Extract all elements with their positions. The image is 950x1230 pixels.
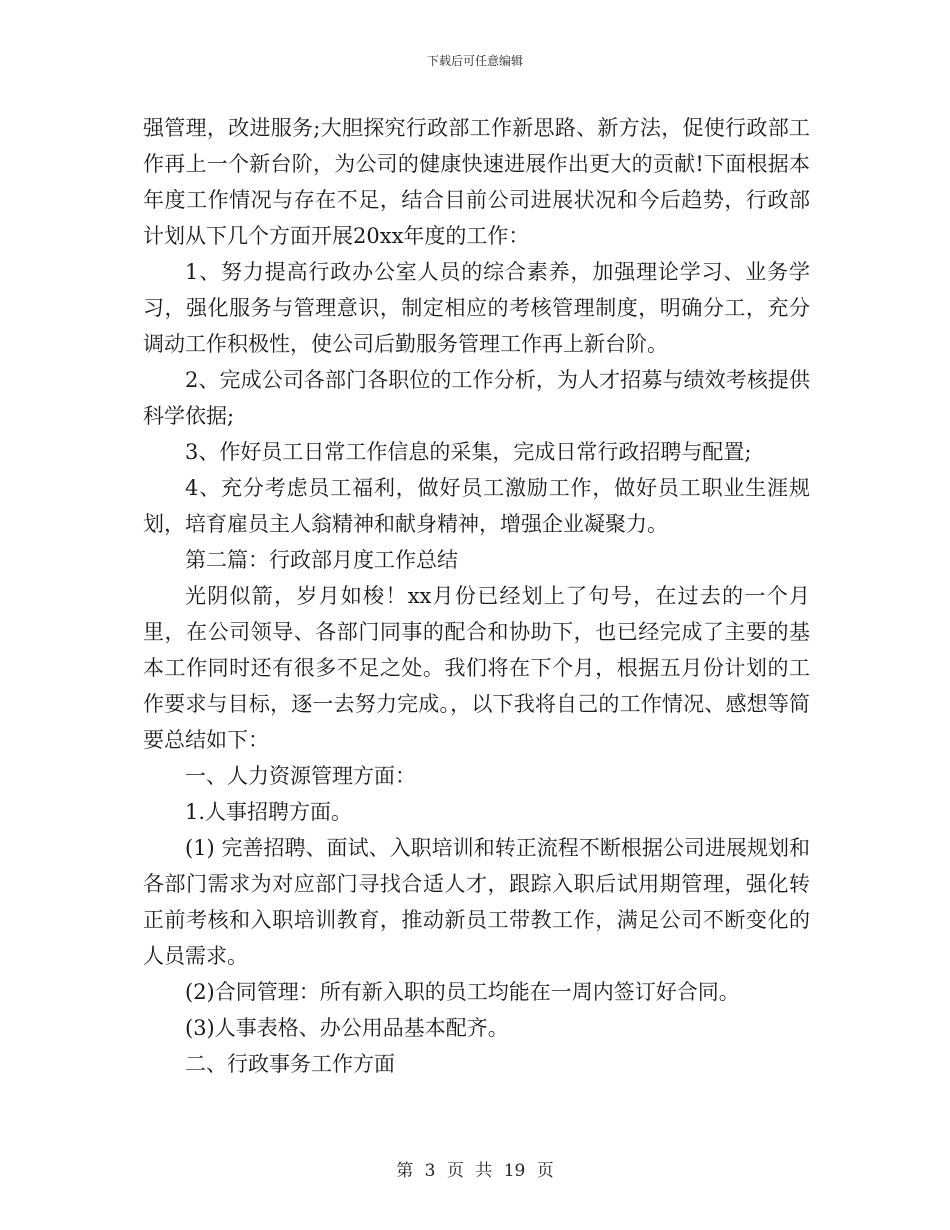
page-number: 第 3 页 共 19 页 bbox=[396, 1161, 554, 1181]
paragraph-sub-2: (2)合同管理：所有新入职的员工均能在一周内签订好合同。 bbox=[185, 980, 740, 1004]
heading-admin-affairs: 二、行政事务工作方面 bbox=[185, 1052, 395, 1076]
document-body bbox=[143, 110, 810, 1082]
heading-hr-management: 一、人力资源管理方面： bbox=[185, 764, 416, 788]
paragraph-item-2: 2、完成公司各部门各职位的工作分析，为人才招募与绩效考核提供科学依据; bbox=[143, 368, 810, 428]
paragraph-item-4: 4、充分考虑员工福利，做好员工激励工作，做好员工职业生涯规划，培育雇员主人翁精神和献身精神，增强企业凝聚力。 bbox=[143, 476, 810, 536]
paragraph-continuation: 强管理，改进服务;大胆探究行政部工作新思路、新方法，促使行政部工作再上一个新台阶，为公司的健康快速进展作出更大的贡献!下面根据本年度工作情况与存在不足，结合目前公司进展状况和今后趋势，行政部计划从下几个方面开展20xx年度的工作： bbox=[143, 116, 810, 248]
paragraph-sub-3: (3)人事表格、办公用品基本配齐。 bbox=[185, 1016, 509, 1040]
subheading-recruitment: 1.人事招聘方面。 bbox=[185, 800, 353, 824]
paragraph-item-1: 1、努力提高行政办公室人员的综合素养，加强理论学习、业务学习，强化服务与管理意识，制定相应的考核管理制度，明确分工，充分调动工作积极性，使公司后勤服务管理工作再上新台阶。 bbox=[143, 260, 810, 356]
paragraph-sub-1: (1) 完善招聘、面试、入职培训和转正流程不断根据公司进展规划和各部门需求为对应部门寻找合适人才，跟踪入职后试用期管理，强化转正前考核和入职培训教育，推动新员工带教工作，满足公司不断变化的人员需求。 bbox=[143, 836, 810, 968]
paragraph-intro: 光阴似箭，岁月如梭！xx月份已经划上了句号，在过去的一个月里，在公司领导、各部门同事的配合和协助下，也已经完成了主要的基本工作同时还有很多不足之处。我们将在下个月，根据五月份计划的工作要求与目标，逐一去努力完成。，以下我将自己的工作情况、感想等简要总结如下： bbox=[143, 584, 810, 752]
section-title: 第二篇：行政部月度工作总结 bbox=[185, 548, 458, 572]
paragraph-item-3: 3、作好员工日常工作信息的采集，完成日常行政招聘与配置; bbox=[185, 440, 752, 464]
page-header: 下载后可任意编辑 bbox=[426, 54, 523, 68]
